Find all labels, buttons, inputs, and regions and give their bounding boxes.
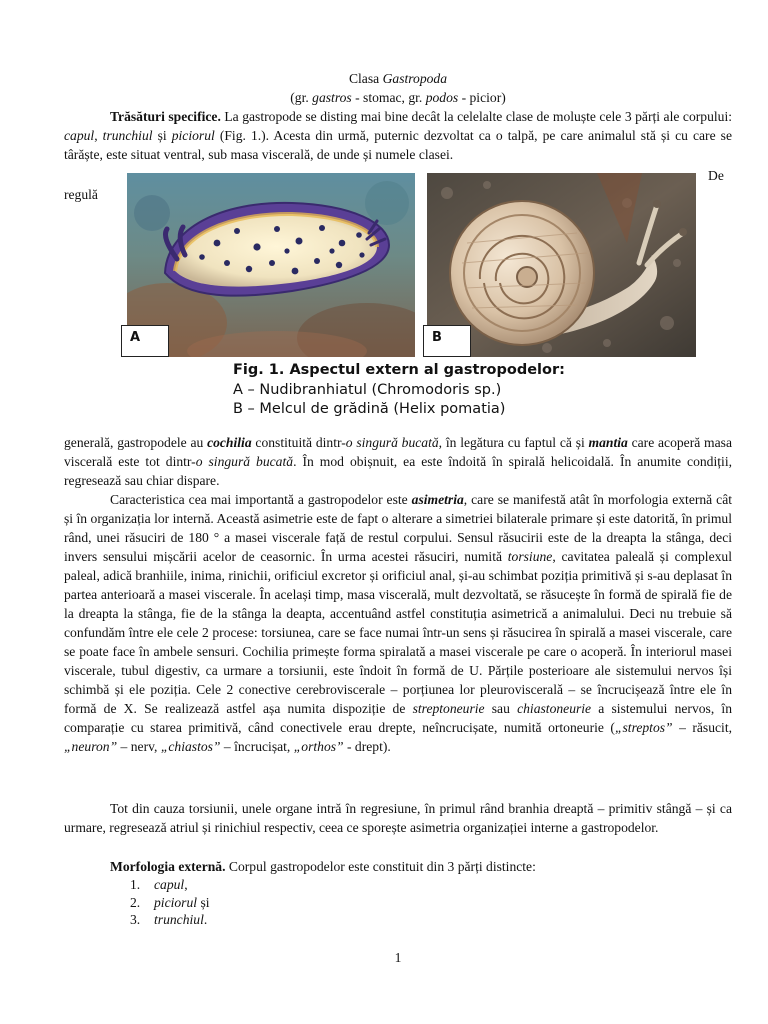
body-parts-list — [130, 876, 210, 929]
page-subtitle: (gr. gastros - stomac, gr. podos - picior) — [290, 90, 506, 105]
torsion-paragraph: Tot din cauza torsiunii, unele organe intră în regresiune, în primul rând branhia dreaptă – primitiv stângă – și ca urmare, regresează atriul și rinichiul respectiv, ceea ce sporește asimetria organizației interne a gastropodelor. — [64, 801, 732, 835]
figure-caption-a: A – Nudibranhiatul (Chromodoris sp.) — [233, 382, 502, 398]
list-item: 2. piciorul și — [130, 894, 210, 910]
figure-caption-b: B – Melcul de grădină (Helix pomatia) — [233, 401, 506, 417]
intro-paragraph: Trăsături specifice. La gastropode se disting mai bine decât la celelalte clase de moluște cele 3 părți ale corpului: capul, trunchiul și piciorul (Fig. 1.). Acesta din urmă, puternic dezvoltat ca o talpă, pe care animalul stă și cu care se târăște, este situat ventral, sub masa viscerală, de unde și numele clasei. — [64, 109, 732, 162]
page-number: 1 — [394, 950, 402, 965]
figure-label-a: A — [121, 325, 169, 357]
nudibranch-photo — [127, 173, 415, 357]
list-item: 1. capul, — [130, 877, 188, 892]
float-text-right: De — [708, 168, 724, 183]
cochilia-paragraph: generală, gastropodele au cochilia constituită dintr-o singură bucată, în legătura cu faptul că și mantia care acoperă masa viscerală este tot dintr-o singură bucată. În mod obișnuit, ea este îndoită în spirală helicoidală. În anumite condiții, regresează sau chiar dispare. — [64, 435, 732, 488]
morphology-heading: Morfologia externă. Corpul gastropodelor este constituit din 3 părți distincte: — [110, 859, 536, 874]
float-text-left: regulă — [64, 187, 98, 202]
asymmetry-paragraph: Caracteristica cea mai importantă a gastropodelor este asimetria, care se manifestă atât în morfologia externă cât și în organizația lor internă. Această asimetrie este de fapt o alterare a simetriei bilaterale primare și este datorită, în primul rând, unei răsuciri de 180 ° a masei viscerale față de restul corpului. Sensul răsucirii este de la dreapta la stânga, deci invers sensului mișcării acelor de ceasornic. În urma acestei răsuciri, numită torsiune, cavitatea paleală și complexul paleal, adică branhiile, inima, rinichii, orificiul excretor și orificiul anal, și-au schimbat poziția primitivă și s-au deplasat în partea anterioară a masei viscerale. În același timp, masa viscerală, mult dezvoltată, se răsucește în formă de spirală fie de la dreapta la stânga, fie de la stânga la deapta, accentuând astfel constituția asimetrică a animalului. Deci nu trebuie să confundăm între ele cele 2 procese: torsiunea, care se face numai într-un sens și răsucirea în spirală a masei viscerale, care se poate face în ambele sensuri. Cochilia primește forma spiralată a masei viscerale pe care o acoperă. În interiorul masei viscerale, tubul digestiv, ca urmare a torsiunii, este îndoit în formă de U. Părțile posterioare ale sistemului nervos își schimbă și ele poziția. Cele 2 conective cerebroviscerale – porțiunea lor pleurovisceralǎ – se încrucișează între ele în formă de X. Se realizează astfel așa numita dispoziție de streptoneurie sau chiastoneurie a sistemului nervos, în comparație cu starea primitivă, când conectivele erau drepte, neîncrucișate, numită ortoneurie („streptos” – răsucit, „neuron” – nerv, „chiastos” – încrucișat, „orthos” - drept). — [64, 492, 733, 754]
figure-caption-title: Fig. 1. Aspectul extern al gastropodelor: — [233, 362, 565, 378]
figure-label-b: B — [423, 325, 471, 357]
page-title: Clasa Gastropoda — [348, 71, 448, 86]
list-item: 3. trunchiul. — [130, 912, 208, 927]
